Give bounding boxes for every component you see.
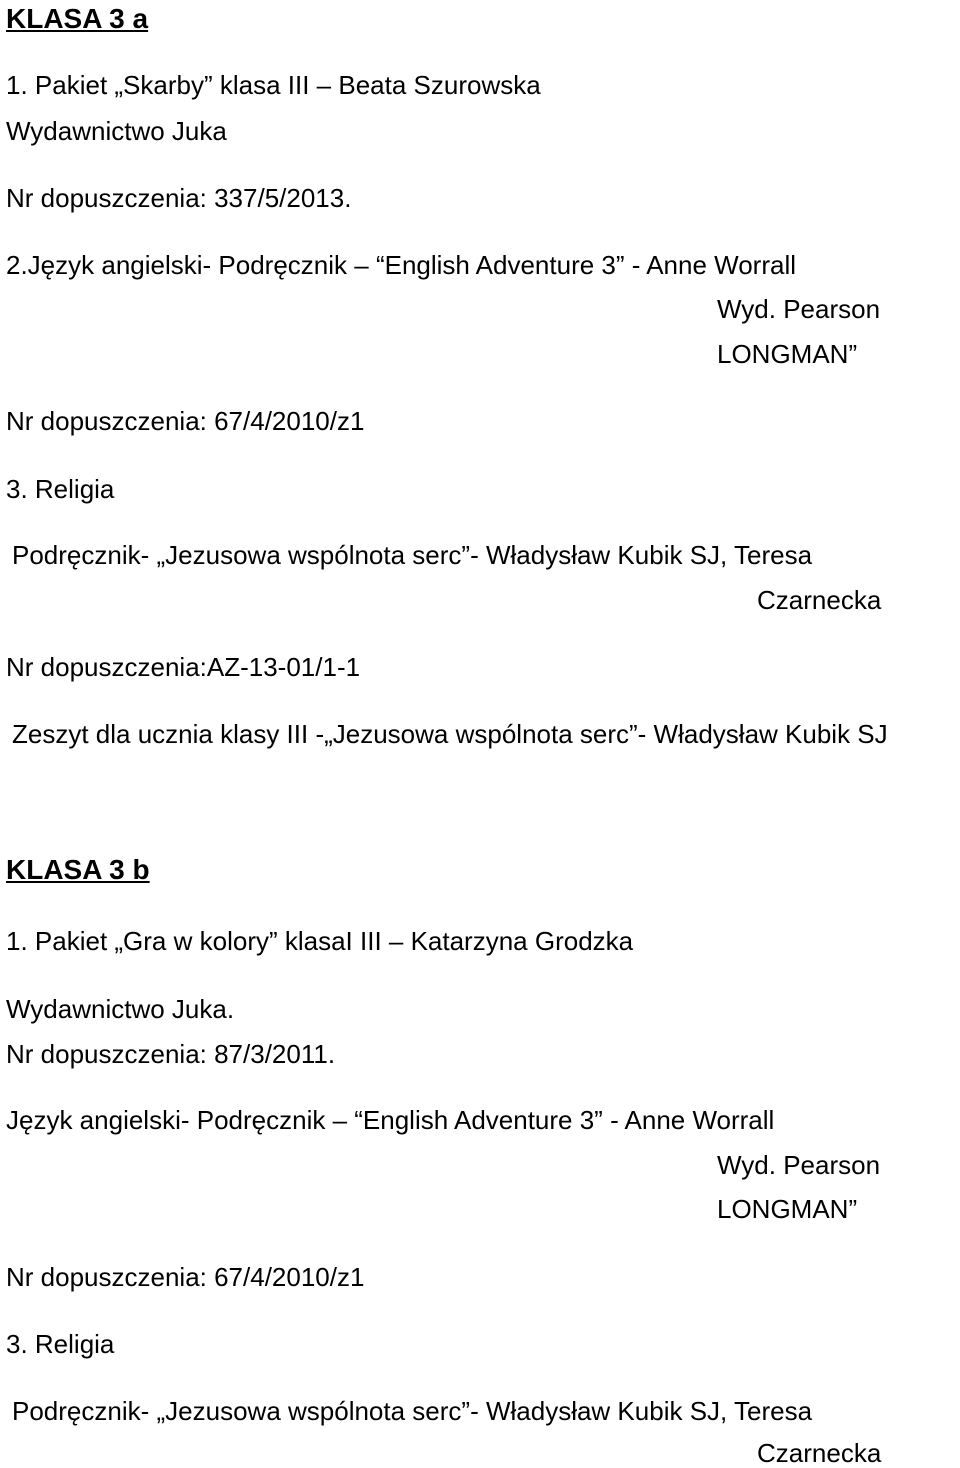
klasa-3a-item1-approval: Nr dopuszczenia: 337/5/2013. bbox=[6, 183, 352, 213]
klasa-3b-item2-title: Język angielski- Podręcznik – “English Adventure 3” - Anne Worrall bbox=[6, 1105, 775, 1135]
klasa-3a-item2-approval: Nr dopuszczenia: 67/4/2010/z1 bbox=[6, 406, 365, 436]
klasa-3b-item2-publisher-line2: LONGMAN” bbox=[717, 1194, 858, 1224]
klasa-3b-item1-approval: Nr dopuszczenia: 87/3/2011. bbox=[6, 1039, 336, 1069]
klasa-3a-item3-approval: Nr dopuszczenia:AZ-13-01/1-1 bbox=[6, 652, 361, 682]
klasa-3a-item3-title: 3. Religia bbox=[6, 474, 115, 504]
klasa-3a-item2-publisher-line2: LONGMAN” bbox=[717, 339, 858, 369]
klasa-3b-item1-publisher: Wydawnictwo Juka. bbox=[6, 994, 235, 1024]
klasa-3a-item2-title: 2.Język angielski- Podręcznik – “English Adventure 3” - Anne Worrall bbox=[6, 250, 797, 280]
klasa-3b-item1-title: 1. Pakiet „Gra w kolory” klasaI III – Katarzyna Grodzka bbox=[6, 926, 634, 956]
klasa-3a-item3-textbook-line1: Podręcznik- „Jezusowa wspólnota serc”- Władysław Kubik SJ, Teresa bbox=[12, 540, 813, 570]
klasa-3b-heading: KLASA 3 b bbox=[6, 854, 150, 885]
klasa-3a-item1-publisher: Wydawnictwo Juka bbox=[6, 116, 227, 146]
klasa-3b-item3-textbook-line1: Podręcznik- „Jezusowa wspólnota serc”- Władysław Kubik SJ, Teresa bbox=[12, 1396, 813, 1426]
klasa-3a-item3-workbook: Zeszyt dla ucznia klasy III -„Jezusowa wspólnota serc”- Władysław Kubik SJ bbox=[12, 719, 888, 749]
klasa-3a-item1-title: 1. Pakiet „Skarby” klasa III – Beata Szurowska bbox=[6, 70, 541, 100]
klasa-3a-item2-publisher-line1: Wyd. Pearson bbox=[717, 294, 881, 324]
klasa-3b-item3-textbook-line2: Czarnecka bbox=[757, 1438, 882, 1468]
klasa-3a-item3-textbook-line2: Czarnecka bbox=[757, 585, 882, 615]
klasa-3b-item3-title: 3. Religia bbox=[6, 1329, 115, 1359]
klasa-3b-item2-approval: Nr dopuszczenia: 67/4/2010/z1 bbox=[6, 1262, 365, 1292]
klasa-3b-item2-publisher-line1: Wyd. Pearson bbox=[717, 1150, 881, 1180]
klasa-3a-heading: KLASA 3 a bbox=[6, 3, 149, 34]
